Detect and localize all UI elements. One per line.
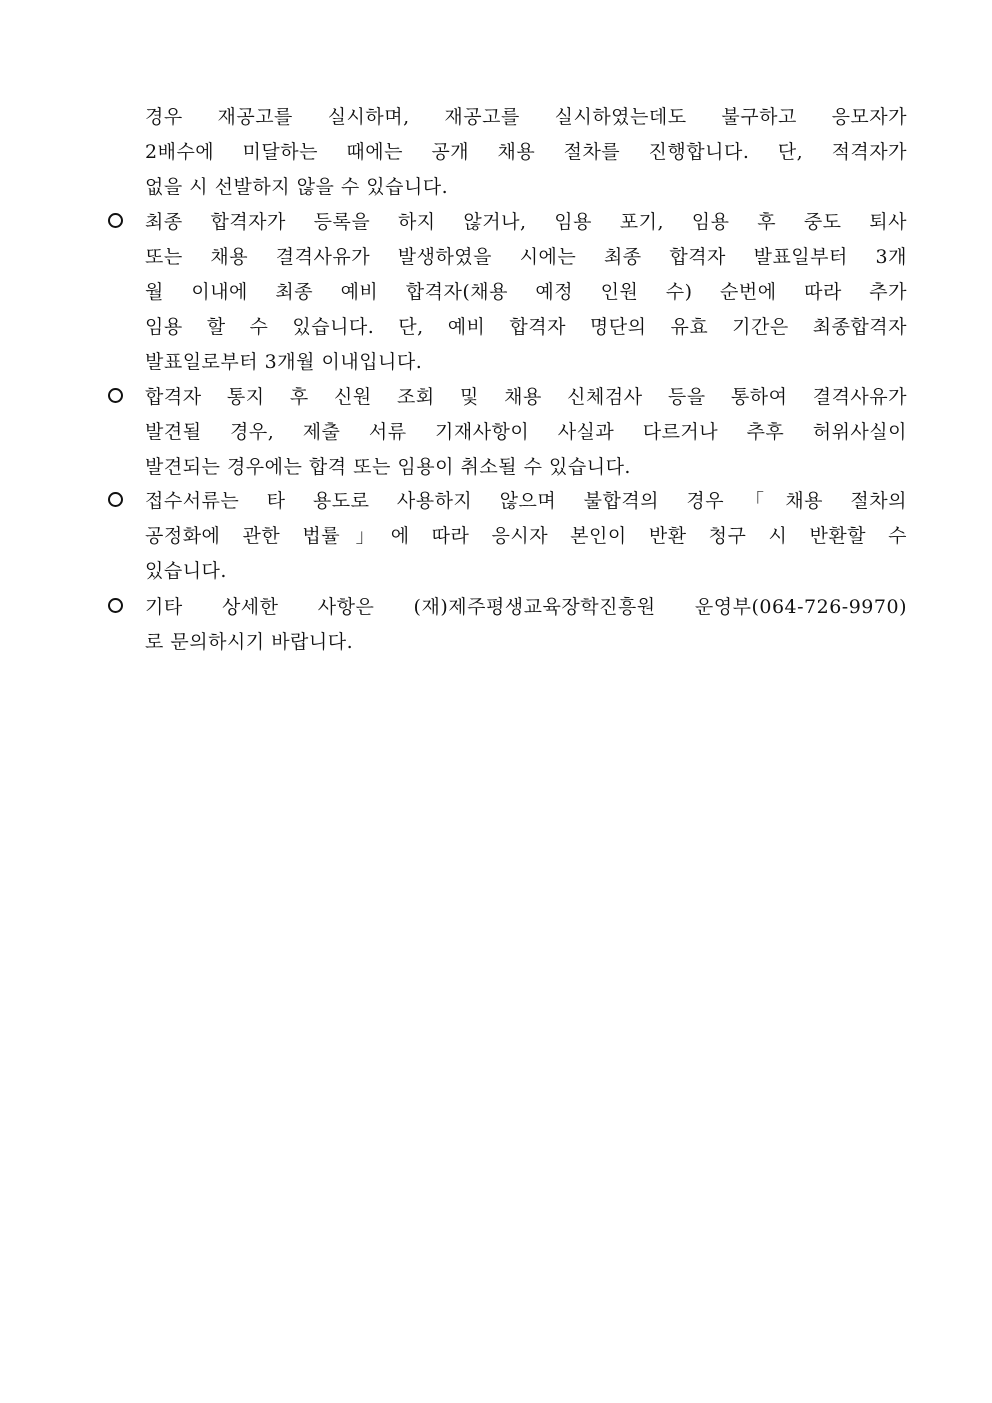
text-line: 또는 채용 결격사유가 발생하였을 시에는 최종 합격자 발표일부터 3개 xyxy=(145,246,907,268)
text-line: 임용 할 수 있습니다. 단, 예비 합격자 명단의 유효 기간은 최종합격자 xyxy=(145,316,907,338)
text-line: 로 문의하시기 바랍니다. xyxy=(145,631,354,653)
text-line: 없을 시 선발하지 않을 수 있습니다. xyxy=(145,176,449,198)
bullet-item-text xyxy=(145,484,907,589)
text-line: 있습니다. xyxy=(145,560,227,582)
text-line: 합격자 통지 후 신원 조회 및 채용 신체검사 등을 통하여 결격사유가 xyxy=(145,386,907,408)
hollow-circle-bullet-icon xyxy=(108,213,123,228)
text-line: 공정화에 관한 법률」에 따라 응시자 본인이 반환 청구 시 반환할 수 xyxy=(145,525,907,547)
text-line: 경우 재공고를 실시하며, 재공고를 실시하였는데도 불구하고 응모자가 xyxy=(145,106,907,128)
hollow-circle-bullet-icon xyxy=(108,598,123,613)
hollow-circle-bullet-icon xyxy=(108,388,123,403)
hollow-circle-bullet-icon xyxy=(108,492,123,507)
text-line: 접수서류는 타 용도로 사용하지 않으며 불합격의 경우「채용 절차의 xyxy=(145,490,907,512)
text-line: 월 이내에 최종 예비 합격자(채용 예정 인원 수) 순번에 따라 추가 xyxy=(145,281,907,303)
text-line: 발견되는 경우에는 합격 또는 임용이 취소될 수 있습니다. xyxy=(145,456,631,478)
text-line: 최종 합격자가 등록을 하지 않거나, 임용 포기, 임용 후 중도 퇴사 xyxy=(145,211,907,233)
continuation-paragraph xyxy=(145,100,907,205)
text-line: 발견될 경우, 제출 서류 기재사항이 사실과 다르거나 추후 허위사실이 xyxy=(145,421,907,443)
bullet-item-text xyxy=(145,590,907,660)
text-line: 기타 상세한 사항은 (재)제주평생교육장학진흥원 운영부(064-726-9970) xyxy=(145,596,907,618)
text-line: 2배수에 미달하는 때에는 공개 채용 절차를 진행합니다. 단, 적격자가 xyxy=(145,141,907,163)
text-line: 발표일로부터 3개월 이내입니다. xyxy=(145,351,423,373)
bullet-item-text xyxy=(145,205,907,380)
bullet-item-text xyxy=(145,380,907,485)
